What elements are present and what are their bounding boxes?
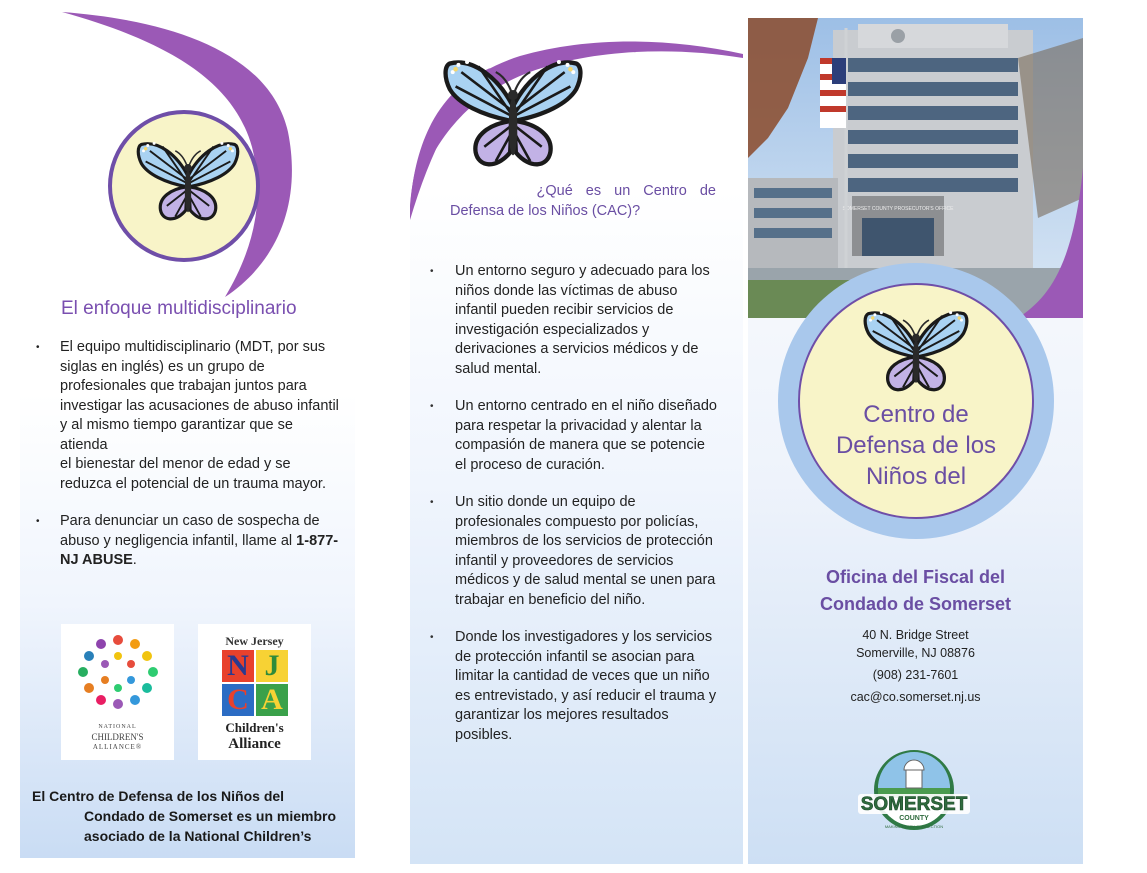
nca-line2: CHILDREN'S [91, 732, 144, 742]
somerset-county-logo [854, 748, 974, 834]
question-line: Defensa de los Niños (CAC)? [450, 203, 641, 219]
list-item: • Un sitio donde un equipo de profesionales compuesto por policías, miembros de los servicios de protección infantil y proveedores de servicios médicos y de salud mental se unen para trabajar en beneficio del niño. [430, 493, 720, 610]
national-childrens-alliance-logo [61, 624, 174, 760]
middle-panel [410, 20, 743, 864]
bullet-marker: • [36, 516, 40, 527]
hands-circle-icon [75, 632, 161, 712]
phone-number: (908) 231-7601 [872, 668, 959, 682]
prosecutor-office-name [748, 564, 1083, 618]
list-item: • Un entorno seguro y adecuado para los niños donde las víctimas de abuso infantil pueden recibir servicios de investigación especializados y derivaciones a servicios médicos y de salud mental. [430, 262, 720, 379]
nj-childrens-alliance-logo [198, 624, 311, 760]
somerset-logo-tagline: MAKING EVERY CONNECTION [884, 824, 944, 829]
cac-bullet-list [430, 262, 720, 763]
title-line: Defensa de los [835, 432, 997, 459]
list-item: • Donde los investigadores y los servicios de protección infantil se asocian para limitar la cantidad de veces que un niño es entrevistado, y así reducir el trauma y garantizar los mejores resultados posibles. [430, 628, 720, 745]
title-outer-circle [778, 263, 1054, 539]
office-line: Condado de Somerset [819, 594, 1012, 614]
mdt-bullet-list [36, 338, 341, 571]
list-item [36, 338, 341, 494]
report-text: Para denunciar un caso de sospecha de abuso y negligencia infantil, llame al [60, 513, 320, 549]
membership-note [32, 786, 352, 846]
njca-text [198, 720, 311, 752]
butterfly-icon [132, 136, 244, 226]
email-address[interactable]: cac@co.somerset.nj.us [850, 690, 981, 704]
section-heading: El enfoque multidisciplinario [61, 298, 297, 319]
city-state-zip: Somerville, NJ 08876 [856, 646, 975, 660]
cac-question-heading [450, 181, 716, 221]
nca-line3: ALLIANCE® [92, 743, 143, 751]
report-phone: 1-877-NJ ABUSE [60, 532, 339, 568]
membership-line: Condado de Somerset es un miembro [84, 808, 337, 824]
bullet-marker: • [36, 342, 40, 353]
njca-letter-n: N [222, 650, 254, 682]
bullet-text: El equipo multidisciplinario (MDT, por sus siglas en inglés) es un grupo de profesionales que trabajan juntos para investigar las acusaciones de abuso infantil y al mismo tiempo garantizar que se atienda [60, 339, 339, 453]
somerset-logo-sub: COUNTY [899, 815, 929, 822]
report-end: . [132, 552, 137, 568]
left-panel [20, 12, 355, 858]
list-item [36, 512, 341, 571]
contact-block [748, 626, 1083, 706]
question-line: ¿Qué es un Centro de [536, 183, 716, 199]
somerset-logo-word: SOMERSET [860, 794, 968, 815]
njca-line1: Children's [225, 720, 284, 735]
bullet-text: el bienestar del menor de edad y se reduzca el potencial de un trauma mayor. [60, 456, 326, 492]
butterfly-logo-circle [108, 110, 260, 262]
njca-letter-a: A [256, 684, 288, 716]
building-sign: SOMERSET COUNTY PROSECUTOR'S OFFICE [842, 206, 954, 212]
butterfly-icon [860, 305, 972, 397]
right-panel [748, 18, 1083, 864]
cac-title [800, 399, 1032, 492]
title-inner-circle [798, 283, 1034, 519]
njca-line2: Alliance [228, 736, 281, 752]
american-flag [820, 58, 846, 128]
nca-text [61, 722, 174, 752]
njca-letter-c: C [222, 684, 254, 716]
membership-line: El Centro de Defensa de los Niños del [32, 788, 285, 804]
list-item: • Un entorno centrado en el niño diseñado para respetar la privacidad y alentar la compasión de manera que se potencie el proceso de curación. [430, 397, 720, 475]
butterfly-icon [432, 52, 594, 174]
membership-line: asociado de la National Children’s [84, 828, 312, 844]
title-line: Niños del [865, 463, 967, 490]
njca-top-text: New Jersey [225, 634, 284, 648]
office-line: Oficina del Fiscal del [825, 567, 1006, 587]
title-line: Centro de [863, 401, 969, 428]
njca-letter-j: J [256, 650, 288, 682]
nca-line1: NATIONAL [98, 724, 137, 730]
njca-letters [222, 650, 288, 716]
street-address: 40 N. Bridge Street [862, 628, 969, 642]
